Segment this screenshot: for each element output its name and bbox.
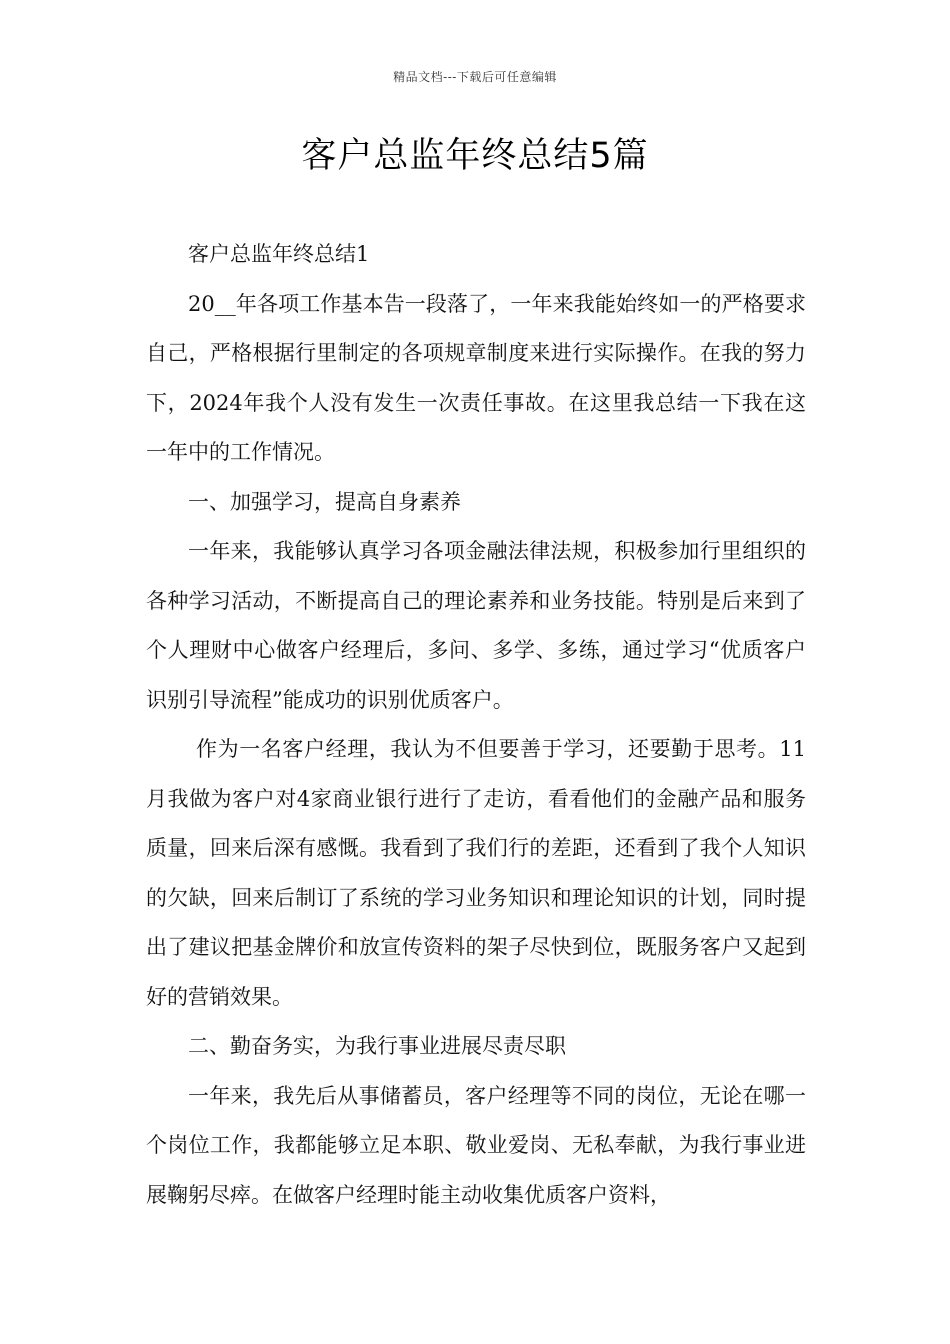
document-body <box>146 230 806 1220</box>
section-heading: 客户总监年终总结1 <box>188 242 370 266</box>
paragraph: 作为一名客户经理，我认为不但要善于学习，还要勤于思考。11月我做为客户对4家商业银行进行了走访，看看他们的金融产品和服务质量，回来后深有感慨。我看到了我们行的差距，还看到了我个人知识的欠缺，回来后制订了系统的学习业务知识和理论知识的计划，同时提出了建议把基金牌价和放宣传资料的架子尽快到位，既服务客户又起到好的营销效果。 <box>146 737 806 1009</box>
paragraph: 一年来，我能够认真学习各项金融法律法规，积极参加行里组织的各种学习活动，不断提高自己的理论素养和业务技能。特别是后来到了个人理财中心做客户经理后，多问、多学、多练，通过学习“优质客户识别引导流程”能成功的识别优质客户。 <box>146 539 806 712</box>
section-heading: 二、勤奋务实，为我行事业进展尽责尽职 <box>188 1034 566 1058</box>
section-heading: 一、加强学习，提高自身素养 <box>188 489 461 514</box>
header-note: 精品文档---下载后可任意编辑 <box>393 70 557 84</box>
document-title: 客户总监年终总结5篇 <box>301 136 649 176</box>
paragraph: 一年来，我先后从事储蓄员，客户经理等不同的岗位，无论在哪一个岗位工作，我都能够立足本职、敬业爱岗、无私奉献，为我行事业进展鞠躬尽瘁。在做客户经理时能主动收集优质客户资料， <box>146 1083 806 1207</box>
paragraph: 20__年各项工作基本告一段落了，一年来我能始终如一的严格要求自己，严格根据行里制定的各项规章制度来进行实际操作。在我的努力下，2024年我个人没有发生一次责任事故。在这里我总结一下我在这一年中的工作情况。 <box>146 291 806 464</box>
